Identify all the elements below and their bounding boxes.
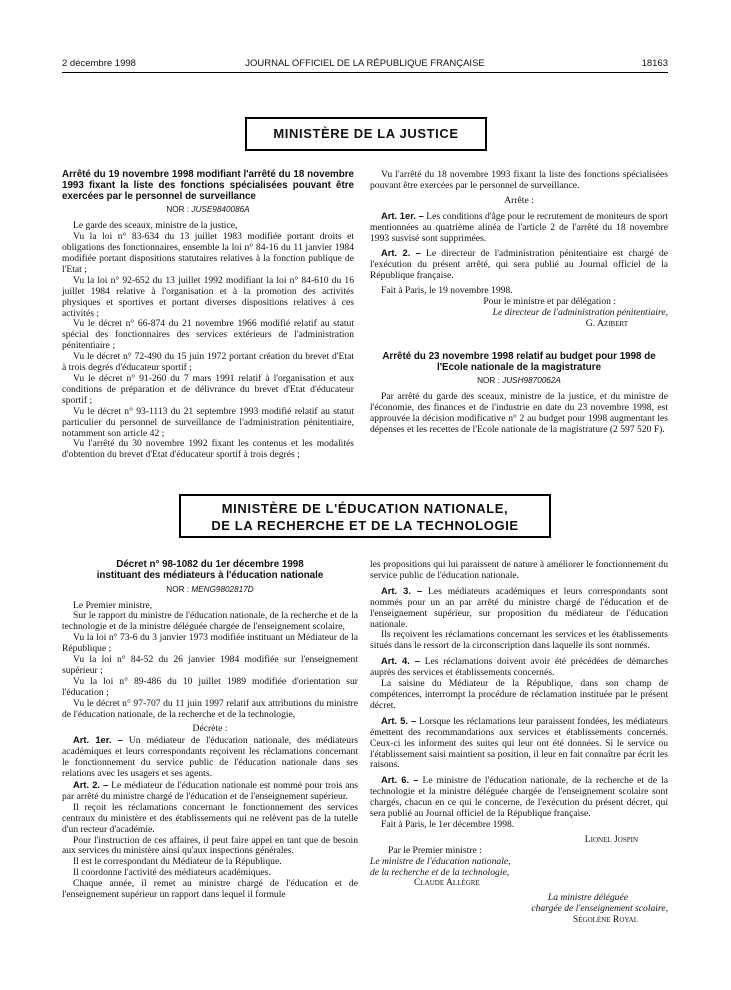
arrete-1-article-2: Art. 2. – Le directeur de l'administration pénitentiaire est chargé de l'exécution du présent arrêté, qui sera publié au Journal officiel de la République française. [370, 247, 668, 282]
arrete-1-para: Vu le décret n° 93-1113 du 21 septembre 1993 modifié relatif au statut particulier du personnel de surveillance de l'administration pénitentiaire, notamment son article 42 ; [62, 405, 354, 439]
decret-article-2-para: Il coordonne l'activité des médiateurs académiques. [73, 867, 271, 879]
decret-fait: Fait à Paris, le 1er décembre 1998. [381, 818, 515, 830]
decret-para: Vu le décret n° 97-707 du 11 juin 1997 relatif aux attributions du ministre de l'éducation nationale, de la recherche et de la technologie, [62, 697, 358, 720]
decret-article-5: Art. 5. – Lorsque les réclamations leur paraissent fondées, les médiateurs émettent des recommandations aux services et établissements concernés. Ceux-ci les informent des suites qui leur ont été données. Si le service ou l'établissement saisi maintient sa position, il leur en fait connaître par écrit les raisons. [370, 714, 669, 771]
decret-minister-2-line2: chargée de l'enseignement scolaire, [531, 903, 668, 915]
header-rule [62, 72, 668, 73]
decret-para: Vu la loi n° 84-52 du 26 janvier 1984 modifiée sur l'enseignement supérieur ; [62, 654, 358, 676]
decret-article-4-para: La saisine du Médiateur de la République, dans son champ de compétences, interrompt la procédure de réclamation instituée par le présent décret. [370, 678, 668, 711]
running-header [62, 58, 668, 72]
decret-para: Le Premier ministre, [73, 599, 153, 611]
decret-article-2-para: Chaque année, il remet au ministre chargé de l'éducation et de l'enseignement supérieur un rapport dans lequel il formule [62, 878, 358, 901]
decret-minister-2-name: Ségolène Royal [572, 914, 638, 926]
column-justice-left [62, 170, 354, 461]
arrete-1-para: Vu la loi n° 83-634 du 13 juillet 1983 modifiée portant droits et obligations des fonctionnaires, ensemble la loi n° 84-16 du 11 janvier 1984 modifiée portant dispositions statutaires relatives à la fonction publique de l'Etat ; [62, 231, 354, 275]
decret-article-6: Art. 6. – Le ministre de l'éducation nationale, de la recherche et de la technologie et la ministre déléguée chargée de l'enseignement scolaire sont chargés, chacun en ce qui le concerne, de l'exécution du présent décret, qui sera publié au Journal officiel de la République française. [370, 774, 668, 820]
arrete-1-fait: Fait à Paris, le 19 novembre 1998. [381, 285, 513, 297]
decret-minister-1-name: Claude Allègre [414, 877, 480, 889]
ministry-education-line2: DE LA RECHERCHE ET DE LA TECHNOLOGIE [211, 518, 519, 533]
decret-para: Vu la loi n° 73-6 du 3 janvier 1973 modifiée instituant un Médiateur de la République ; [62, 632, 358, 655]
arrete-2-title: Arrêté du 23 novembre 1998 relatif au budget pour 1998 de l'Ecole nationale de la magistrature [382, 350, 656, 373]
decret-title: Décret n° 98-1082 du 1er décembre 1998 instituant des médiateurs à l'éducation nationale [96, 559, 324, 581]
arrete-1-para: Vu l'arrêté du 30 novembre 1992 fixant les contenus et les modalités d'obtention du brevet d'Etat d'éducateur sportif à trois degrés ; [62, 438, 354, 461]
arrete-1-para: Le garde des sceaux, ministre de la justice, [73, 220, 238, 232]
decret-article-2-para: Il est le correspondant du Médiateur de la République. [73, 856, 282, 868]
decret-article-2-continued: les propositions qui lui paraissent de nature à améliorer le fonctionnement du service public de l'éducation nationale. [370, 559, 668, 581]
ministry-education-line1: MINISTÈRE DE L'ÉDUCATION NATIONALE, [221, 501, 509, 516]
column-education-right [370, 560, 668, 926]
arrete-1-arrete: Arrête : [504, 194, 534, 206]
decret-article-3: Art. 3. – Les médiateurs académiques et leurs correspondants sont nommés pour un an par arrêté du ministre chargé de l'éducation et de l'enseignement supérieur, sur proposition du médiateur de l'éducation nationale. [370, 584, 668, 630]
column-justice-right [370, 170, 668, 436]
decret-article-3-para: Ils reçoivent les réclamations concernant les services et les établissements situés dans le ressort de la circonscription dans laquelle ils sont nommés. [370, 629, 668, 652]
decret-par-pm: Par le Premier ministre : [388, 844, 482, 856]
decret-sig-pm: Lionel Jospin [584, 833, 638, 845]
column-education-left [62, 560, 358, 901]
arrete-1-nor: NOR : JUSE9840086A [166, 205, 250, 215]
arrete-1-para: Vu le décret n° 72-490 du 15 juin 1972 portant création du brevet d'Etat à trois degrés d'éducateur sportif ; [62, 351, 354, 374]
decret-article-2-para: Il reçoit les réclamations concernant le fonctionnement des services centraux du ministère et des établissements qui ne relèvent pas de la tutelle d'un recteur d'académie. [62, 801, 358, 835]
decret-article-2-para: Pour l'instruction de ces affaires, il peut faire appel en tant que de besoin aux services du ministère ainsi qu'aux inspections générales. [62, 834, 358, 857]
header-date: 2 décembre 1998 [62, 58, 136, 69]
decret-article-1: Art. 1er. – Un médiateur de l'éducation nationale, des médiateurs académiques et leurs correspondants reçoivent les réclamations concernant le fonctionnement du service public de l'éducation nationale dans ses relations avec les usagers et ses agents. [62, 734, 358, 780]
decret-para: Vu la loi n° 89-486 du 10 juillet 1989 modifiée d'orientation sur l'éducation ; [62, 675, 358, 698]
ministry-justice-heading: MINISTÈRE DE LA JUSTICE [245, 117, 487, 151]
arrete-1-para: Vu la loi n° 92-652 du 13 juillet 1992 modifiant la loi n° 84-610 du 16 juillet 1984 relative à l'organisation et à la promotion des activités physiques et sportives et portant diverses dispositions relatives à ces activités ; [62, 274, 354, 319]
arrete-1-sig-delegation: Pour le ministre et par délégation : [483, 296, 616, 308]
header-page-number: 18163 [641, 58, 668, 69]
decret-decrete: Décrète : [192, 723, 228, 735]
arrete-1-para: Vu le décret n° 66-874 du 21 novembre 1966 modifié relatif au statut spécial des fonctionnaires des services extérieurs de l'administration pénitentiaire ; [62, 318, 354, 352]
arrete-1-sig-name: G. Azibert [585, 317, 628, 329]
ministry-education-heading [179, 494, 551, 538]
decret-nor: NOR : MENG9802817D [166, 584, 254, 594]
decret-minister-1-line1: Le ministre de l'éducation nationale, [370, 855, 511, 867]
decret-para: Sur le rapport du ministre de l'éducation nationale, de la recherche et de la technologie et de la ministre déléguée chargée de l'enseignement scolaire, [62, 610, 358, 633]
arrete-2-para: Par arrêté du garde des sceaux, ministre de la justice, et du ministre de l'économie, des finances et de l'industrie en date du 23 novembre 1998, est approuvée la décision modificative n° 2 au budget pour 1998 augmentant les dépenses et les recettes de l'Ecole nationale de la magistrature (2 597 520 F). [370, 391, 668, 435]
arrete-1-sig-title: Le directeur de l'administration pénitentiaire, [492, 306, 668, 318]
decret-minister-1-line2: de la recherche et de la technologie, [370, 866, 510, 878]
arrete-1-para: Vu le décret n° 91-260 du 7 mars 1991 relatif à l'organisation et aux conditions de préparation et de délivrance du brevet d'Etat d'éducateur sportif ; [62, 372, 354, 406]
arrete-1-title: Arrêté du 19 novembre 1998 modifiant l'arrêté du 18 novembre 1993 fixant la liste des fonctions spécialisées pouvant être exercées par le personnel de surveillance [62, 169, 354, 202]
decret-article-4: Art. 4. – Les réclamations doivent avoir été précédées de démarches auprès des services et établissements concernés. [370, 655, 668, 679]
header-journal-title: JOURNAL OFFICIEL DE LA RÉPUBLIQUE FRANÇAISE [245, 58, 485, 69]
decret-minister-2-line1: La ministre déléguée [547, 892, 628, 904]
arrete-2-nor: NOR : JUSH9870062A [477, 376, 561, 386]
decret-article-2: Art. 2. – Le médiateur de l'éducation nationale est nommé pour trois ans par arrêté du ministre chargé de l'éducation et de l'enseignement supérieur. [62, 779, 359, 802]
arrete-1-article-1: Art. 1er. – Les conditions d'âge pour le recrutement de moniteurs de sport mentionnées au quatrième alinéa de l'article 2 de l'arrêté du 18 novembre 1993 susvisé sont supprimées. [370, 209, 668, 244]
arrete-1-para: Vu l'arrêté du 18 novembre 1993 fixant la liste des fonctions spécialisées pouvant être exercées par le personnel de surveillance. [370, 169, 668, 191]
